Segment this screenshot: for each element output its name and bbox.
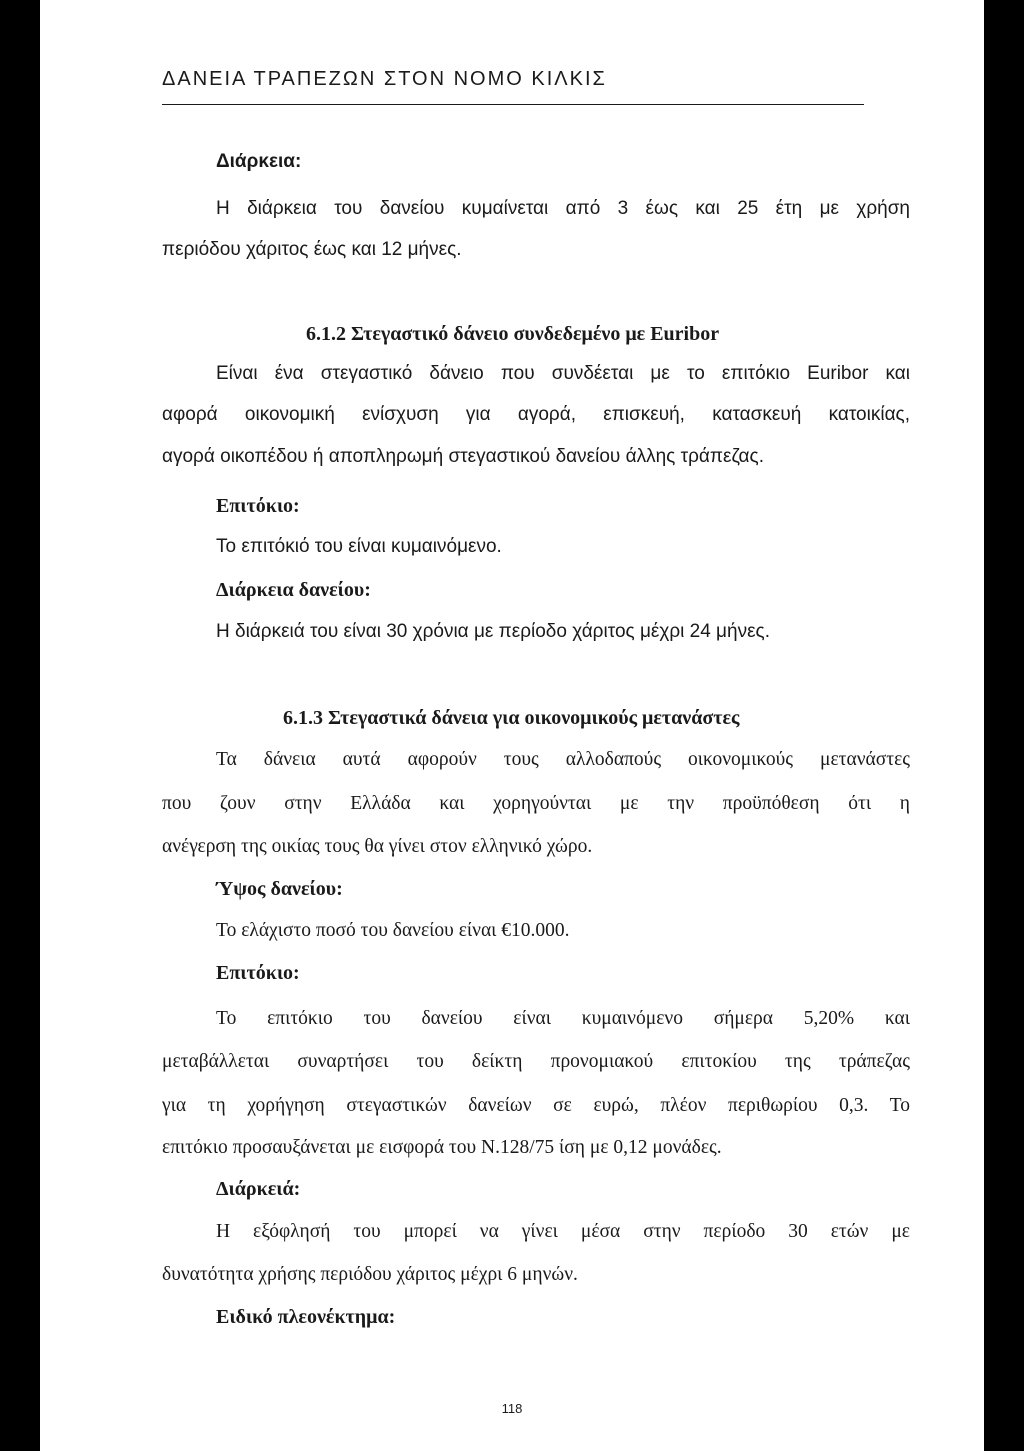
- euribor-rate-text: Το επιτόκιό του είναι κυμαινόμενο.: [216, 536, 502, 557]
- euribor-text-line3: αγορά οικοπέδου ή αποπληρωμή στεγαστικού δανείου άλλης τράπεζας.: [162, 446, 764, 467]
- header-rule: [162, 104, 864, 105]
- migrants-duration-line1: Η εξόφλησή του μπορεί να γίνει μέσα στην περίοδο 30 ετών με: [216, 1221, 910, 1242]
- migrants-rate-line1: Το επιτόκιο του δανείου είναι κυμαινόμενο σήμερα 5,20% και: [216, 1008, 910, 1029]
- migrants-text-line1: Τα δάνεια αυτά αφορούν τους αλλοδαπούς οικονομικούς μετανάστες: [216, 749, 910, 770]
- migrants-duration-label: Διάρκειά:: [216, 1178, 301, 1200]
- loan-amount-label: Ύψος δανείου:: [216, 878, 343, 900]
- scan-border-left: [0, 0, 40, 1451]
- duration-label: Διάρκεια:: [216, 151, 302, 172]
- scan-border-right: [984, 0, 1024, 1451]
- section-heading-6-1-2: 6.1.2 Στεγαστικό δάνειο συνδεδεμένο με Euribor: [306, 323, 720, 345]
- duration-text-line1: Η διάρκεια του δανείου κυμαίνεται από 3 έως και 25 έτη με χρήση: [216, 198, 910, 219]
- migrants-rate-label: Επιτόκιο:: [216, 962, 300, 984]
- migrants-rate-line2: μεταβάλλεται συναρτήσει του δείκτη προνομιακού επιτοκίου της τράπεζας: [162, 1051, 910, 1072]
- euribor-duration-text: Η διάρκειά του είναι 30 χρόνια με περίοδο χάριτος μέχρι 24 μήνες.: [216, 621, 770, 642]
- euribor-duration-label: Διάρκεια δανείου:: [216, 579, 371, 601]
- section-heading-6-1-3: 6.1.3 Στεγαστικά δάνεια για οικονομικούς μετανάστες: [283, 707, 740, 729]
- running-header: ΔΑΝΕΙΑ ΤΡΑΠΕΖΩΝ ΣΤΟΝ ΝΟΜΟ ΚΙΛΚΙΣ: [162, 68, 607, 90]
- duration-text-line2: περιόδου χάριτος έως και 12 μήνες.: [162, 239, 462, 260]
- euribor-text-line1: Είναι ένα στεγαστικό δάνειο που συνδέεται με το επιτόκιο Euribor και: [216, 363, 910, 384]
- migrants-rate-line4: επιτόκιο προσαυξάνεται με εισφορά του Ν.128/75 ίση με 0,12 μονάδες.: [162, 1137, 722, 1158]
- migrants-rate-line3: για τη χορήγηση στεγαστικών δανείων σε ευρώ, πλέον περιθωρίου 0,3. Το: [162, 1095, 910, 1116]
- euribor-text-line2: αφορά οικονομική ενίσχυση για αγορά, επισκευή, κατασκευή κατοικίας,: [162, 404, 910, 425]
- euribor-rate-label: Επιτόκιο:: [216, 495, 300, 517]
- special-advantage-label: Ειδικό πλεονέκτημα:: [216, 1306, 396, 1328]
- migrants-text-line2: που ζουν στην Ελλάδα και χορηγούνται με την προϋπόθεση ότι η: [162, 793, 910, 814]
- loan-amount-text: Το ελάχιστο ποσό του δανείου είναι €10.000.: [216, 920, 570, 941]
- page-number: 118: [501, 1401, 523, 1416]
- migrants-text-line3: ανέγερση της οικίας τους θα γίνει στον ελληνικό χώρο.: [162, 836, 593, 857]
- migrants-duration-line2: δυνατότητα χρήσης περιόδου χάριτος μέχρι 6 μηνών.: [162, 1264, 578, 1285]
